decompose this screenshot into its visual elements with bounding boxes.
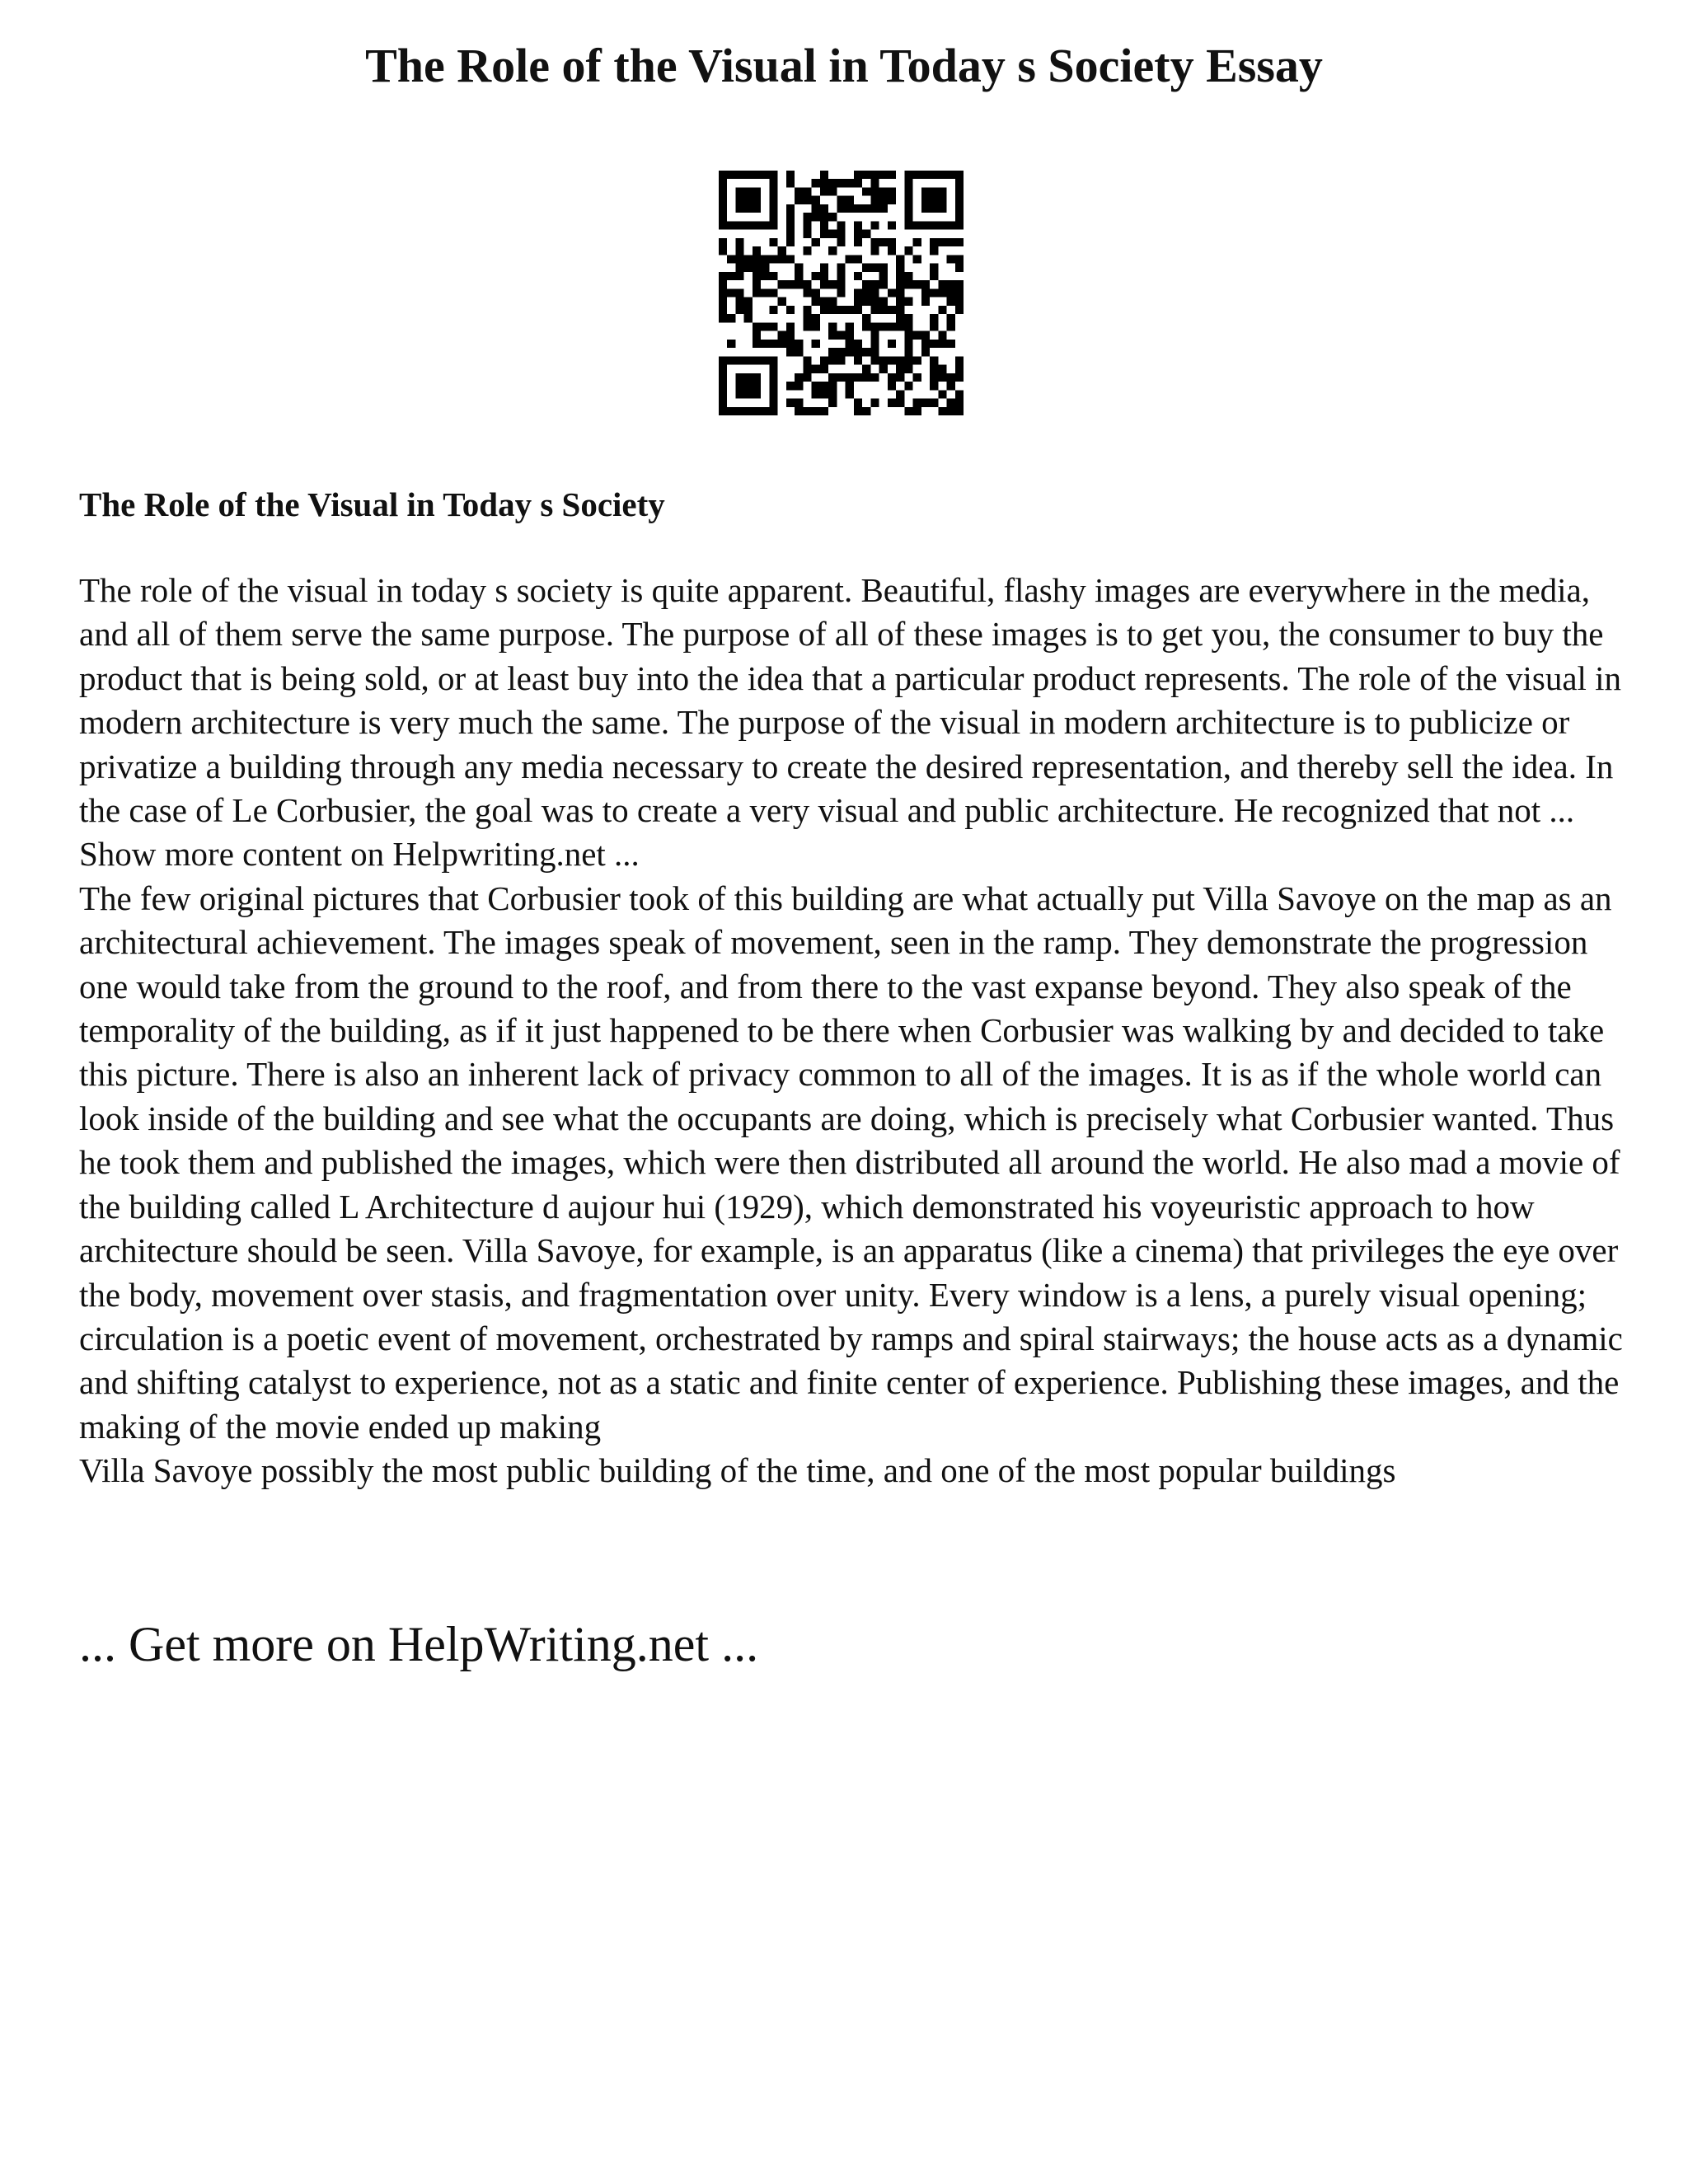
essay-subtitle: The Role of the Visual in Today s Society: [79, 485, 665, 523]
document-title: The Role of the Visual in Today s Society Essay: [365, 39, 1323, 92]
essay-body: [79, 569, 1629, 1493]
get-more-link[interactable]: ... Get more on HelpWriting.net ...: [79, 1617, 759, 1671]
essay-paragraph: The role of the visual in today s society is quite apparent. Beautiful, flashy images are everywhere in the media, and all of them serve the same purpose. The purpose of all of these images is to get you, the consumer to buy the product that is being sold, or at least buy into the idea that a particular product represents. The role of the visual in modern architecture is very much the same. The purpose of the visual in modern architecture is to publicize or privatize a building through any media necessary to create the desired representation, and thereby sell the idea. In the case of Le Corbusier, the goal was to create a very visual and public architecture. He recognized that not ... Show more content on Helpwriting.net ...: [79, 571, 1622, 874]
essay-paragraph: The few original pictures that Corbusier took of this building are what actually put Villa Savoye on the map as an architectural achievement. The images speak of movement, seen in the ramp. They demonstrate the progression one would take from the ground to the roof, and from there to the vast expanse beyond. They also speak of the temporality of the building, as if it just happened to be there when Corbusier was walking by and decided to take this picture. There is also an inherent lack of privacy common to all of the images. It is as if the whole world can look inside of the building and see what the occupants are doing, which is precisely what Corbusier wanted. Thus he took them and published the images, which were then distributed all around the world. He also mad a movie of the building called L Architecture d aujour hui (1929), which demonstrated his voyeuristic approach to how architecture should be seen. Villa Savoye, for example, is an apparatus (like a cinema) that privileges the eye over the body, movement over stasis, and fragmentation over unity. Every window is a lens, a purely visual opening; circulation is a poetic event of movement, orchestrated by ramps and spiral stairways; the house acts as a dynamic and shifting catalyst to experience, not as a static and finite center of experience. Publishing these images, and the making of the movie ended up making: [79, 879, 1623, 1446]
qr-code-icon: [719, 171, 964, 415]
essay-paragraph: Villa Savoye possibly the most public building of the time, and one of the most popular buildings: [79, 1451, 1396, 1490]
